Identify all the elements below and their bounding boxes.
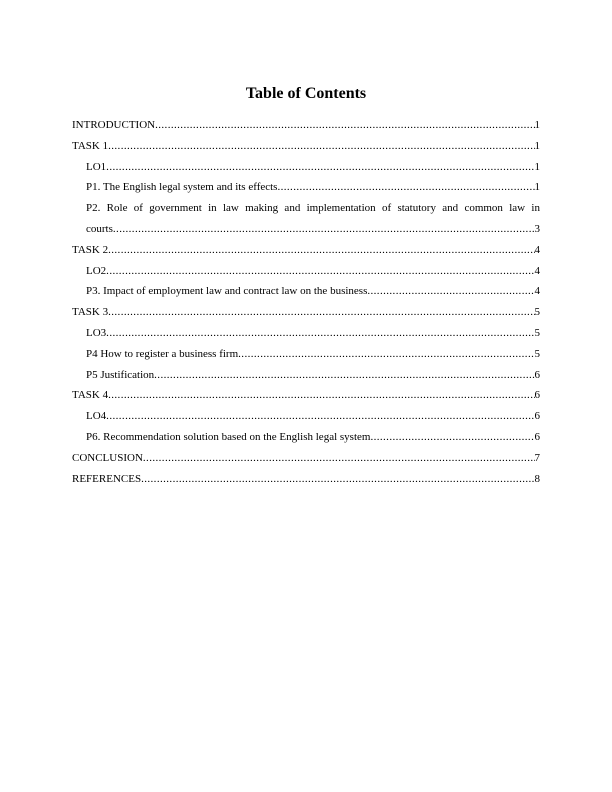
toc-entry-text: courts <box>86 222 113 235</box>
toc-page-number: 8 <box>534 472 540 485</box>
toc-entry-lo1[interactable] <box>72 157 540 178</box>
toc-page-number: 6 <box>534 410 540 423</box>
toc-entry-text: LO3 <box>86 326 107 339</box>
toc-entry-text: LO4 <box>86 410 107 423</box>
toc-page-number: 3 <box>534 222 540 235</box>
toc-entry-lo3[interactable] <box>72 323 540 344</box>
toc-leader-dots <box>143 448 535 469</box>
toc-entry-lo4[interactable] <box>72 406 540 427</box>
toc-entry-p2-line2 <box>86 219 540 240</box>
toc-page-number: 4 <box>534 243 540 256</box>
toc-entry-introduction[interactable] <box>72 115 540 136</box>
toc-entry-references[interactable] <box>72 469 540 490</box>
toc-leader-dots <box>113 219 535 240</box>
toc-entry-text: P1. The English legal system and its effects <box>86 181 278 194</box>
toc-leader-dots <box>277 177 534 198</box>
toc-page-number: 5 <box>534 347 540 360</box>
toc-entry-p4[interactable] <box>72 344 540 365</box>
table-of-contents <box>72 115 542 489</box>
toc-entry-text: TASK 2 <box>72 243 109 256</box>
toc-entry-text-line1: P2. Role of government in law making and implementation of statutory and common law in <box>86 202 540 215</box>
toc-leader-dots <box>238 344 534 365</box>
toc-page-number: 5 <box>534 326 540 339</box>
toc-entry-text: TASK 4 <box>72 389 109 402</box>
toc-entry-p2[interactable] <box>72 198 540 240</box>
toc-page-number: 5 <box>534 306 540 319</box>
toc-page-number: 4 <box>534 285 540 298</box>
toc-entry-task-4[interactable] <box>72 385 540 406</box>
toc-entry-text: INTRODUCTION <box>72 119 156 131</box>
toc-leader-dots <box>154 365 534 386</box>
toc-leader-dots <box>155 115 534 136</box>
toc-page-number: 6 <box>534 430 540 443</box>
toc-page-number: 1 <box>534 181 540 194</box>
toc-entry-text: TASK 1 <box>72 139 109 152</box>
toc-entry-p5[interactable] <box>72 365 540 386</box>
toc-entry-p6[interactable] <box>72 427 540 448</box>
toc-leader-dots <box>106 157 534 178</box>
toc-entry-text: LO2 <box>86 264 107 277</box>
toc-entry-text: P3. Impact of employment law and contract law on the business <box>86 285 368 298</box>
toc-entry-text: TASK 3 <box>72 306 109 319</box>
toc-entry-text: LO1 <box>86 160 107 173</box>
toc-entry-text: P4 How to register a business firm <box>86 347 239 360</box>
toc-leader-dots <box>106 323 534 344</box>
toc-entry-conclusion[interactable] <box>72 448 540 469</box>
toc-page-number: 7 <box>534 451 540 464</box>
toc-entry-task-1[interactable] <box>72 136 540 157</box>
toc-page-number: 1 <box>534 139 540 152</box>
toc-entry-text: P6. Recommendation solution based on the English legal system <box>86 430 371 443</box>
toc-page-number: 1 <box>534 160 540 173</box>
toc-entry-lo2[interactable] <box>72 261 540 282</box>
toc-entry-task-2[interactable] <box>72 240 540 261</box>
toc-page-number: 1 <box>534 119 540 131</box>
toc-entry-task-3[interactable] <box>72 302 540 323</box>
toc-page-number: 4 <box>534 264 540 277</box>
toc-leader-dots <box>141 469 534 490</box>
toc-entry-text: REFERENCES <box>72 472 142 485</box>
toc-leader-dots <box>108 302 534 323</box>
toc-leader-dots <box>106 261 534 282</box>
toc-leader-dots <box>108 385 534 406</box>
toc-leader-dots <box>106 406 534 427</box>
toc-leader-dots <box>108 136 534 157</box>
toc-leader-dots <box>367 281 534 302</box>
toc-leader-dots <box>370 427 534 448</box>
toc-title: Table of Contents <box>245 85 367 102</box>
toc-page-number: 6 <box>534 389 540 402</box>
toc-leader-dots <box>108 240 534 261</box>
toc-entry-p1[interactable] <box>72 177 540 198</box>
toc-entry-text: P5 Justification <box>86 368 155 381</box>
toc-entry-text: CONCLUSION <box>72 451 143 464</box>
toc-page-number: 6 <box>534 368 540 381</box>
toc-entry-p3[interactable] <box>72 281 540 302</box>
